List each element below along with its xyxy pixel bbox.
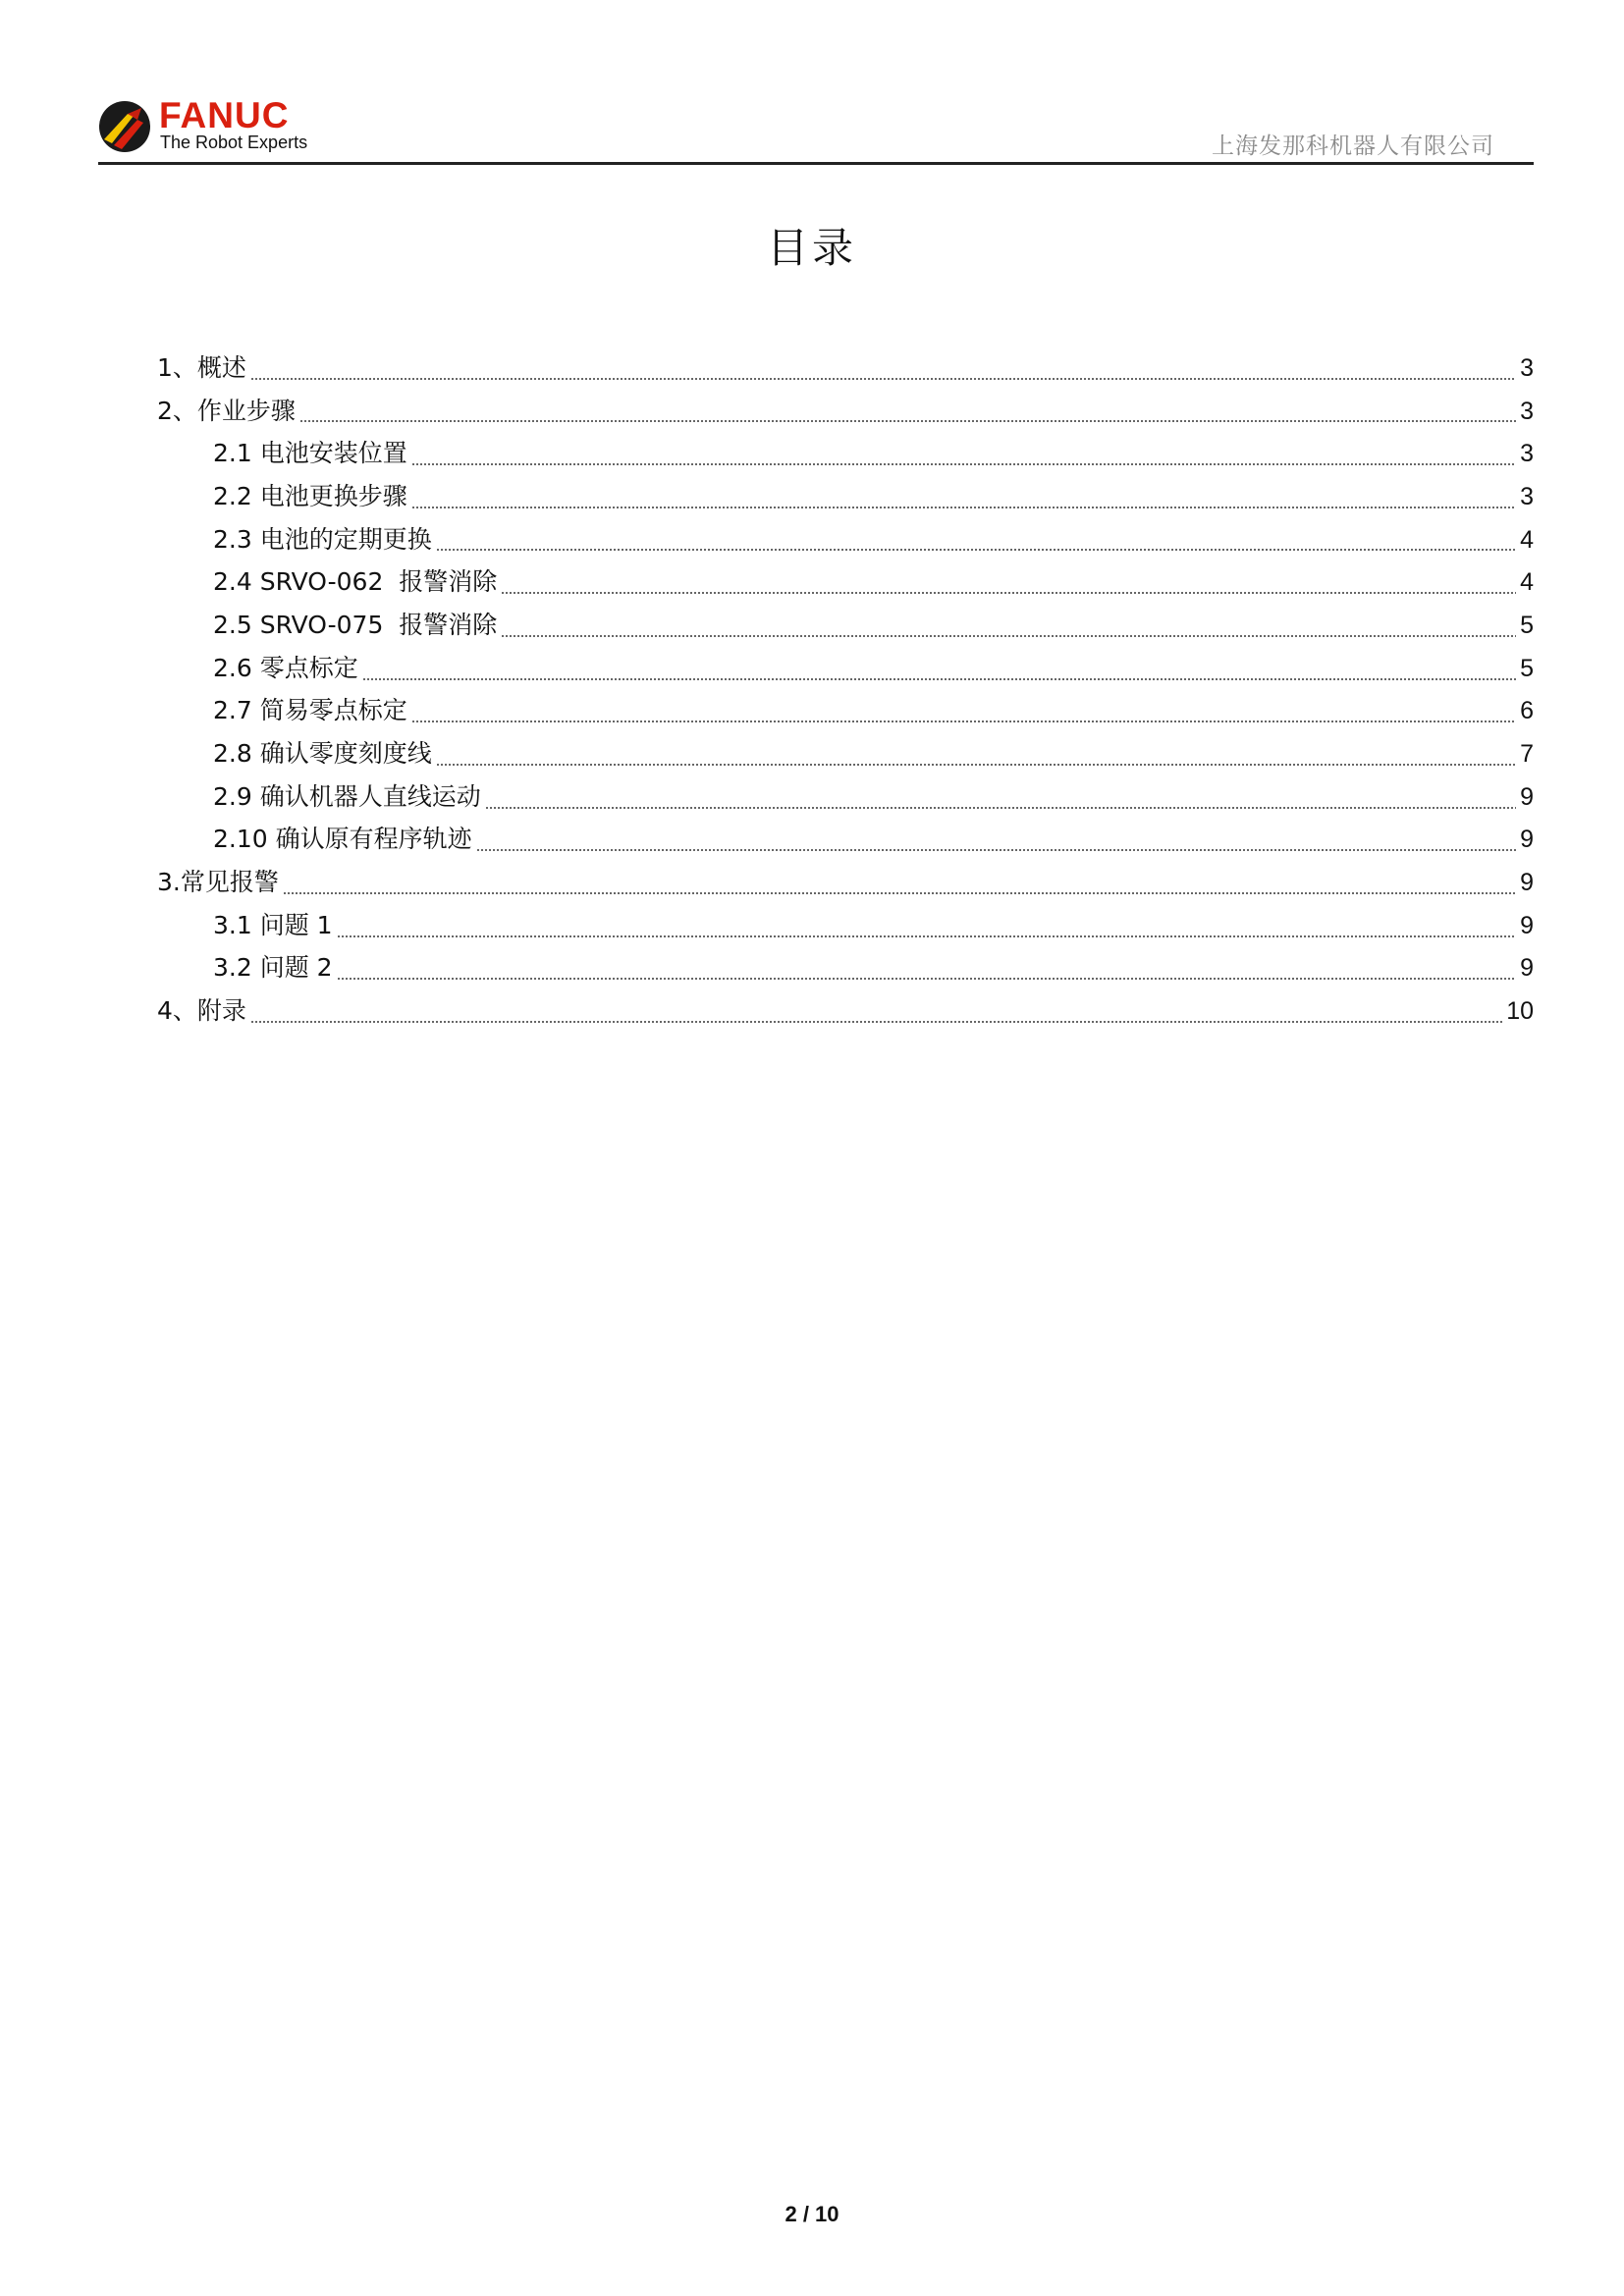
toc-entry[interactable] [157, 904, 1534, 947]
toc-entry[interactable] [157, 432, 1534, 475]
toc-entry-page: 6 [1520, 697, 1534, 725]
toc-entry-label: 2.2 电池更换步骤 [213, 481, 407, 510]
toc-entry-page: 3 [1520, 440, 1534, 468]
toc-entry[interactable] [157, 819, 1534, 862]
toc-entry[interactable] [157, 775, 1534, 819]
toc-dot-leader [362, 678, 1516, 680]
toc-entry-label: 2.7 简易零点标定 [213, 696, 407, 725]
toc-dot-leader [501, 592, 1516, 594]
toc-entry[interactable] [157, 390, 1534, 433]
toc-entry-page: 9 [1520, 826, 1534, 854]
fanuc-logo-mark-icon [98, 100, 151, 153]
toc-dot-leader [411, 463, 1516, 465]
toc-entry-label: 2、作业步骤 [157, 396, 296, 425]
company-name: 上海发那科机器人有限公司 [1212, 133, 1494, 159]
toc-entry[interactable] [157, 647, 1534, 690]
toc-dot-leader [411, 507, 1516, 508]
toc-entry[interactable] [157, 475, 1534, 518]
toc-entry-page: 5 [1520, 611, 1534, 639]
table-of-contents [157, 347, 1534, 1033]
toc-entry-label: 2.5 SRVO-075 报警消除 [213, 610, 498, 639]
toc-dot-leader [299, 420, 1516, 422]
toc-entry-page: 10 [1506, 997, 1534, 1026]
page-header [98, 95, 1534, 165]
toc-entry-page: 9 [1520, 782, 1534, 811]
toc-entry[interactable] [157, 947, 1534, 990]
toc-dot-leader [436, 549, 1516, 551]
toc-entry[interactable] [157, 347, 1534, 390]
toc-entry-label: 1、概述 [157, 352, 246, 382]
toc-entry-label: 2.8 确认零度刻度线 [213, 739, 432, 769]
logo-brand-text: FANUC [159, 95, 290, 135]
toc-entry-page: 5 [1520, 654, 1534, 682]
toc-entry-label: 2.3 电池的定期更换 [213, 524, 432, 554]
toc-dot-leader [250, 378, 1516, 380]
page-title: 目录 [766, 224, 857, 272]
page-number: 2 / 10 [785, 2202, 839, 2226]
toc-dot-leader [476, 849, 1516, 851]
toc-entry[interactable] [157, 861, 1534, 904]
toc-entry-label: 3.1 问题 1 [213, 910, 333, 939]
toc-entry[interactable] [157, 732, 1534, 775]
toc-entry-page: 9 [1520, 954, 1534, 983]
toc-entry[interactable] [157, 604, 1534, 647]
toc-entry-page: 7 [1520, 740, 1534, 769]
toc-entry-label: 2.10 确认原有程序轨迹 [213, 825, 472, 854]
logo-tagline: The Robot Experts [160, 133, 308, 152]
toc-entry-label: 2.1 电池安装位置 [213, 439, 407, 468]
fanuc-logo [98, 95, 334, 159]
toc-entry[interactable] [157, 561, 1534, 604]
toc-dot-leader [485, 807, 1516, 809]
toc-dot-leader [250, 1021, 1502, 1023]
toc-dot-leader [436, 764, 1516, 766]
toc-entry-label: 3.常见报警 [157, 868, 279, 897]
toc-entry-page: 3 [1520, 482, 1534, 510]
toc-entry-page: 3 [1520, 353, 1534, 382]
toc-entry-page: 9 [1520, 869, 1534, 897]
toc-entry-page: 9 [1520, 911, 1534, 939]
toc-entry[interactable] [157, 518, 1534, 561]
toc-dot-leader [501, 635, 1516, 637]
toc-entry[interactable] [157, 989, 1534, 1033]
toc-entry-page: 3 [1520, 397, 1534, 425]
toc-entry-page: 4 [1520, 525, 1534, 554]
toc-entry-label: 2.6 零点标定 [213, 653, 358, 682]
toc-entry-label: 2.4 SRVO-062 报警消除 [213, 567, 498, 597]
toc-dot-leader [411, 721, 1516, 722]
toc-entry-label: 2.9 确认机器人直线运动 [213, 781, 481, 811]
toc-dot-leader [337, 935, 1516, 937]
header-divider [98, 162, 1534, 165]
toc-dot-leader [337, 978, 1516, 980]
toc-entry-page: 4 [1520, 568, 1534, 597]
toc-entry-label: 3.2 问题 2 [213, 953, 333, 983]
toc-dot-leader [283, 892, 1516, 894]
toc-entry-label: 4、附录 [157, 996, 246, 1026]
toc-entry[interactable] [157, 690, 1534, 733]
